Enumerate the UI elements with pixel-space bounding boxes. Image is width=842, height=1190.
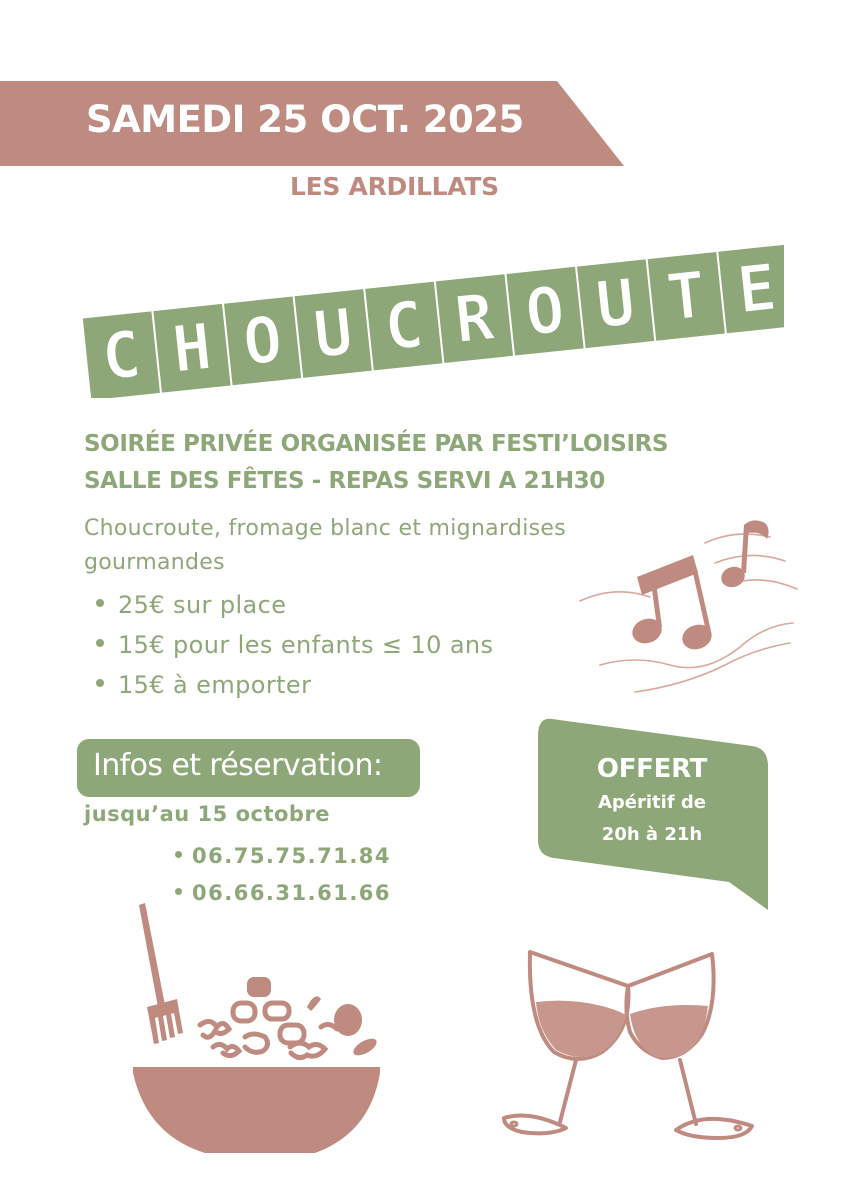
bullet-icon	[175, 888, 182, 895]
event-location: LES ARDILLATS	[290, 172, 499, 201]
phone-text: 06.75.75.71.84	[192, 844, 392, 868]
reservation-label: Infos et réservation:	[93, 748, 383, 783]
event-date: SAMEDI 25 OCT. 2025	[86, 98, 524, 141]
title-letter: R	[451, 280, 498, 359]
title-letter: T	[663, 258, 710, 337]
title-letter: C	[98, 317, 145, 396]
menu-description: Choucroute, fromage blanc et mignardises gourmandes	[84, 516, 566, 575]
price-item	[96, 671, 311, 699]
offer-detail: Apéritif de	[597, 792, 707, 813]
price-label: 15€ à emporter	[118, 671, 312, 699]
title-letter: E	[733, 251, 780, 329]
reservation-deadline: jusqu’au 15 octobre	[84, 802, 331, 826]
bullet-icon	[175, 851, 182, 858]
bullet-icon	[96, 599, 104, 607]
music-notes-icon	[575, 515, 800, 700]
title-letter: H	[169, 310, 216, 389]
bullet-icon	[96, 679, 104, 687]
fork-icon	[139, 903, 183, 1044]
phone-text: 06.66.31.61.66	[192, 881, 392, 905]
offer-title: OFFERT	[596, 754, 708, 784]
price-label: 25€ sur place	[118, 591, 287, 619]
offer-time: 20h à 21h	[601, 824, 703, 845]
event-organizer-line: SOIRÉE PRIVÉE ORGANISÉE PAR FESTI’LOISIRS	[84, 431, 669, 457]
bullet-icon	[96, 639, 104, 647]
price-item	[96, 631, 493, 659]
title-banner	[80, 226, 784, 398]
title-letter: U	[310, 295, 357, 374]
title-letter: U	[592, 265, 639, 344]
title-letter: O	[522, 273, 569, 351]
title-letter: C	[380, 288, 427, 366]
offer-bubble	[534, 716, 770, 910]
event-venue-line: SALLE DES FÊTES - REPAS SERVI A 21H30	[84, 468, 605, 494]
price-item	[96, 591, 286, 619]
phone-number[interactable]	[175, 844, 391, 868]
price-label: 15€ pour les enfants ≤ 10 ans	[118, 631, 494, 659]
salad-bowl-icon	[125, 895, 395, 1160]
wine-glasses-icon	[490, 940, 765, 1155]
title-letter: O	[239, 303, 286, 381]
